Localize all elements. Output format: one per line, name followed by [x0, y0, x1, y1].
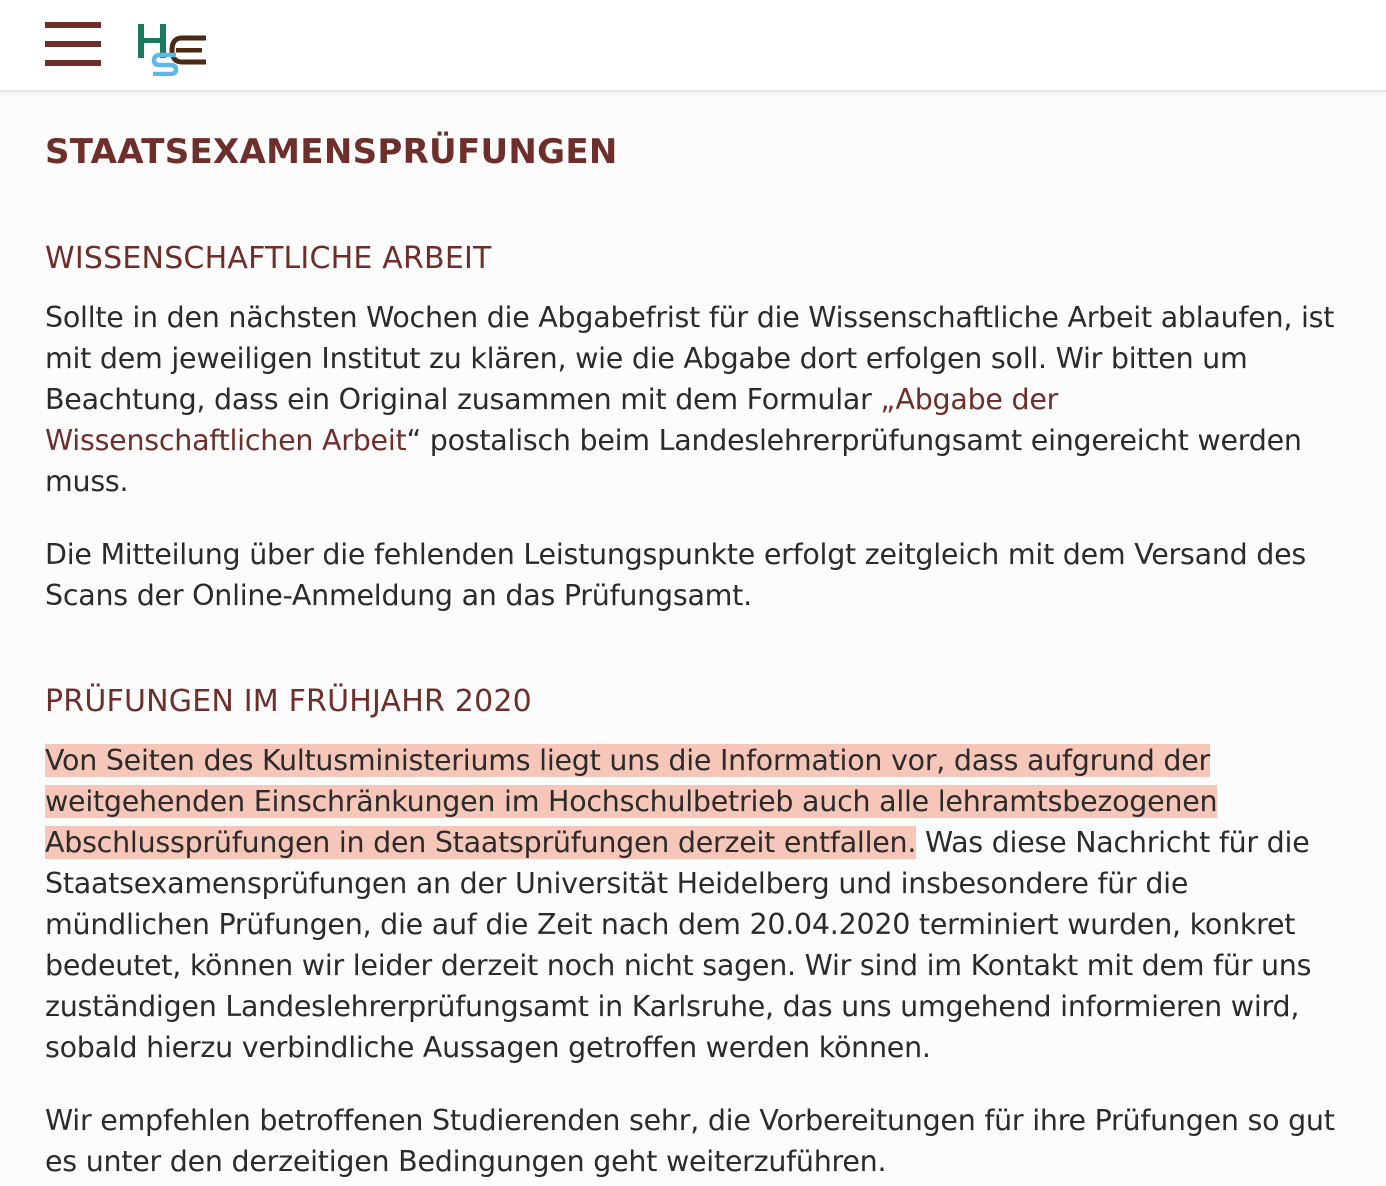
paragraph-text: Sollte in den nächsten Wochen die Abgabefrist für die Wissenschaftliche Arbeit ablaufen, ist mit dem jeweiligen Institut zu klären, wie die Abgabe dort erfolgen soll. Wir bitten um Beachtung, dass ein Original zusammen mit dem Formular	[45, 301, 1335, 416]
section-heading-pruefungen-fruehjahr: PRÜFUNGEN IM FRÜHJAHR 2020	[45, 684, 532, 719]
paragraph-text: Was diese Nachricht für die Staatsexamensprüfungen an der Universität Heidelberg und insbesondere für die mündlichen Prüfungen, die auf die Zeit nach dem 20.04.2020 terminiert wurden, konkret bedeutet, können wir leider derzeit noch nicht sagen. Wir sind im Kontakt mit dem für uns zuständigen Landeslehrerprüfungsamt in Karlsruhe, das uns umgehend informieren wird, sobald hierzu verbindliche Aussagen getroffen werden können.	[45, 826, 1312, 1064]
paragraph-kultusministerium	[45, 740, 1335, 1068]
link-abgabe-formular[interactable]: „Abgabe der Wissenschaftlichen Arbeit	[45, 383, 1059, 457]
main-content	[45, 92, 1335, 1182]
menu-bar-middle	[45, 41, 101, 47]
menu-bar-top	[45, 22, 101, 28]
hamburger-menu-icon[interactable]	[45, 22, 101, 66]
menu-bar-bottom	[45, 60, 101, 66]
paragraph-leistungspunkte: Die Mitteilung über die fehlenden Leistungspunkte erfolgt zeitgleich mit dem Versand des Scans der Online-Anmeldung an das Prüfungsamt.	[45, 538, 1307, 612]
paragraph-empfehlung: Wir empfehlen betroffenen Studierenden sehr, die Vorbereitungen für ihre Prüfungen so gut es unter den derzeitigen Bedingungen geht weiterzuführen.	[45, 1104, 1335, 1178]
paragraph-abgabefrist	[45, 297, 1335, 502]
section-heading-wissenschaftliche-arbeit: WISSENSCHAFTLICHE ARBEIT	[45, 241, 492, 276]
hse-logo[interactable]	[136, 20, 210, 76]
page-title: STAATSEXAMENSPRÜFUNGEN	[45, 132, 618, 172]
highlighted-text: Von Seiten des Kultusministeriums liegt uns die Information vor, dass aufgrund der weitgehenden Einschränkungen im Hochschulbetrieb auch alle lehramtsbezogenen Abschlussprüfungen in den Staatsprüfungen derzeit entfallen.	[45, 744, 1218, 859]
paragraph-text: “ postalisch beim Landeslehrerprüfungsamt eingereicht werden muss.	[45, 424, 1302, 498]
site-header	[0, 0, 1386, 92]
